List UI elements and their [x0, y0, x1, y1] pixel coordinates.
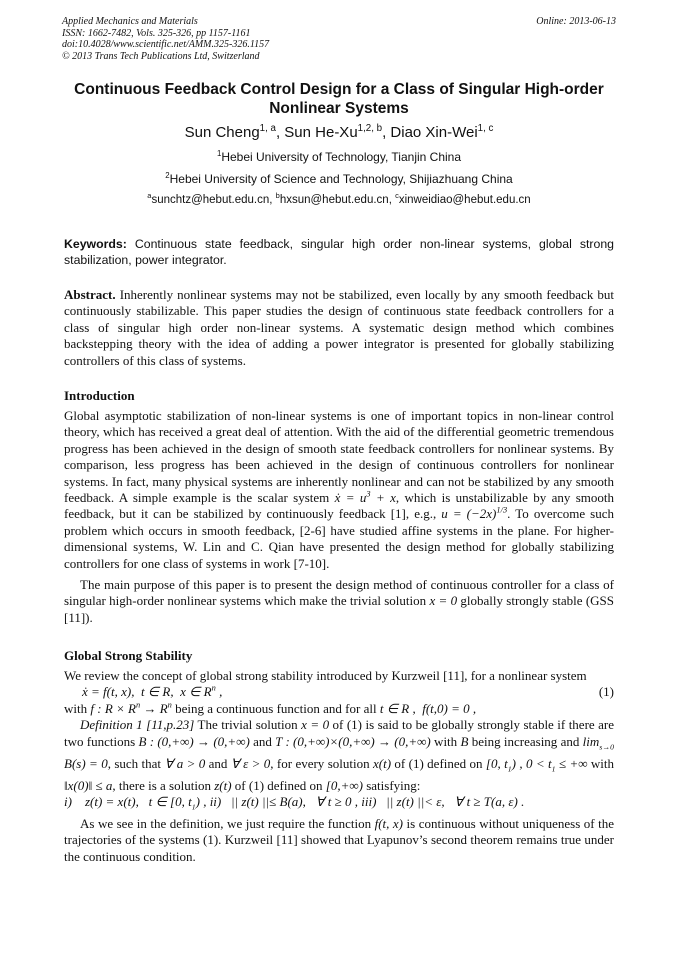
introduction-paragraph-1: [64, 408, 614, 572]
with-text-a: with: [64, 700, 91, 716]
final-paragraph: As we see in the definition, we just require the function f(t, x) is continuous without uniqueness of the trajectories of the systems (1). Kurzweil [11] showed that Lyapunov’s second theorem remains true under the continuous condition.: [64, 816, 614, 864]
email-list: $^a$sunchtz@hebut.edu.cn, $^b$hxsun@hebut.edu.cn, $^c$xinweidiao@hebut.edu.cn: [147, 191, 531, 206]
keywords-label: Keywords:: [64, 237, 127, 251]
gss-intro-line: We review the concept of global strong stability introduced by Kurzweil [11], for a nonlinear system: [64, 668, 587, 683]
doi-line: doi:10.4028/www.scientific.net/AMM.325-326.1157: [62, 39, 270, 50]
journal-name: Applied Mechanics and Materials: [62, 16, 198, 27]
def-text: of (1) is said to be globally strongly stable if there are two functions: [64, 717, 615, 749]
affiliation-2: [40, 172, 638, 186]
final-text-b: is continuous without uniqueness of the trajectories of the systems (1). Kurzweil [11] showed that Lyapunov’s second theorem remains true under the continuous condition.: [64, 816, 614, 864]
online-date: Online: 2013-06-13: [536, 16, 616, 27]
affiliation-text: Hebei University of Science and Technology, Shijiazhuang China: [169, 172, 513, 186]
email-sup: b: [275, 191, 280, 201]
email-link[interactable]: hxsun@hebut.edu.cn: [279, 194, 389, 206]
email-sup: a: [147, 191, 152, 201]
author-name: Diao Xin-Wei: [390, 124, 478, 141]
gss-with-line: with f : $R \times R^n \to R^n$ being a continuous function and for all t ∈ R , f(t,0) = 0 ,: [64, 699, 477, 716]
author-sup: 1, c: [477, 123, 494, 134]
def-text: of (1) defined on: [231, 777, 326, 793]
email-link[interactable]: xinweidiao@hebut.edu.cn: [398, 194, 531, 206]
intro-p2-text-b: globally strongly stable (GSS [11]).: [64, 593, 615, 625]
gss-paragraph: [64, 668, 614, 865]
def-text: The trivial solution: [194, 717, 302, 733]
title-line-1: Continuous Feedback Control Design for a Class of Singular High-order: [74, 81, 604, 98]
equation-number: (1): [598, 684, 614, 700]
with-text-b: being a continuous function and for all: [171, 700, 380, 716]
abstract-text: Inherently nonlinear systems may not be stabilized, even locally by any smooth feedback but continuously stabilizable. This paper studies the design of continuous state feedback controllers for a class of singular high order non-linear systems. A systematic design method which combines backstepping theory with the idea of adding a power integrator is presented for globally stabilizing controllers of this class of systems.: [64, 287, 614, 368]
author-sup: 1,2, b: [357, 123, 383, 134]
email-sup: c: [395, 191, 399, 201]
introduction-paragraph-2: [64, 577, 614, 626]
intro-p2-text-a: The main purpose of this paper is to present the design method of continuous controller for a class of singular high-order nonlinear systems which make the trivial solution: [64, 577, 614, 609]
def-text: , such that: [107, 755, 165, 771]
author-sup: 1, a: [259, 123, 276, 134]
def-text: and: [249, 733, 276, 749]
affiliation-1: [40, 150, 638, 164]
introduction-heading: Introduction: [64, 388, 135, 403]
def-text: satisfying:: [362, 777, 421, 793]
def-text: , there is a solution: [112, 777, 215, 793]
keywords: [64, 236, 614, 269]
equation-trivial-solution: x = 0: [429, 593, 458, 609]
author-name: Sun He-Xu: [284, 124, 358, 141]
gss-heading: Global Strong Stability: [64, 648, 193, 663]
equation-1: ẋ = f(t, x), t ∈ R, x ∈ $R^n$ , (1): [82, 683, 614, 700]
author-name: Sun Cheng: [184, 124, 260, 141]
abstract: [64, 287, 614, 369]
intro-text-c: . To overcome such problem which occurs in smooth feedback, [2-6] have studied affine systems in the plane. For higher-dimensional systems, W. Lin and C. Qian have presented the design method for globally stabilizing controllers for one class of systems in work [7-10].: [64, 506, 614, 571]
issn-line: ISSN: 1662-7482, Vols. 325-326, pp 1157-1161: [62, 27, 251, 39]
definition-conditions: i) z(t) = x(t), t ∈ [0, $t_1$) , ii) || z(t) ||≤ B(a), ∀ t ≥ 0 , iii) || z(t) ||< ε, ∀ t ≥ T(a, ε) .: [64, 794, 525, 812]
intro-text-a: Global asymptotic stabilization of non-linear systems is one of important topics in non-linear control theory, which has received a great deal of attention. With the aid of the differential geometric tremendous progress has been achieved in the design of smooth state feedback controllers for nonlinear systems. By comparison, less progress has been achieved in the design of continuous controllers for nonlinear systems. In fact, many physical systems are inherently nonlinear and can not be stabilized by any smooth feedback. A simple example is the scalar system: [64, 408, 614, 506]
copyright-line: © 2013 Trans Tech Publications Ltd, Switzerland: [62, 50, 260, 62]
affiliation-sup: 2: [165, 171, 170, 180]
intro-text-b: , which is unstabilizable by any smooth feedback, but it can be stabilized by continuously feedback [1], e.g.,: [64, 490, 614, 522]
journal-meta: [62, 16, 269, 62]
def-text: of (1) defined on: [391, 755, 486, 771]
equation-scalar-system: ẋ = $u^3 + x$: [334, 488, 396, 506]
title-line-2: Nonlinear Systems: [269, 100, 409, 117]
def-text: being increasing and: [468, 733, 583, 749]
final-text-a: As we see in the definition, we just require the function: [80, 816, 375, 832]
affiliation-text: Hebei University of Technology, Tianjin China: [221, 150, 462, 164]
author-list: Sun Cheng$^{1, a}$, Sun He-Xu$^{1,2, b}$, Diao Xin-Wei$^{1, c}$: [184, 123, 494, 141]
def-text: with: [430, 733, 461, 749]
email-link[interactable]: sunchtz@hebut.edu.cn: [151, 194, 270, 206]
equation-feedback: $u = (-2x)^{1/3}$: [441, 505, 508, 522]
affiliation-sup: 1: [216, 149, 222, 158]
definition-label: Definition 1 [11,p.23]: [80, 717, 195, 733]
def-text: , for every solution: [270, 755, 373, 771]
definition-1: Definition 1 [11,p.23] The trivial solution x = 0 of (1) is said to be globally strongly stable if there are two functions B : (0,+∞) → (0,+∞) and T : (0,+∞)×(0,+∞) → (0,+∞) with B being increasing and $\lim_{s\to 0} B(s) = 0$, such that ∀ a > 0 and ∀ ε > 0, for every solution x(t) of (1) defined on [0, $t_1$) , $0 < t_1$ ≤ +∞ with ‖x(0)‖ ≤ a, there is a solution z(t) of (1) defined on [0,+∞) satisfying:: [64, 717, 615, 793]
keywords-text: Continuous state feedback, singular high order non-linear systems, global strong stabilization, power integrator.: [64, 237, 614, 268]
abstract-label: Abstract.: [64, 287, 116, 302]
def-text: with: [587, 755, 615, 771]
paper-title: [40, 80, 638, 118]
def-text: and: [205, 755, 231, 771]
